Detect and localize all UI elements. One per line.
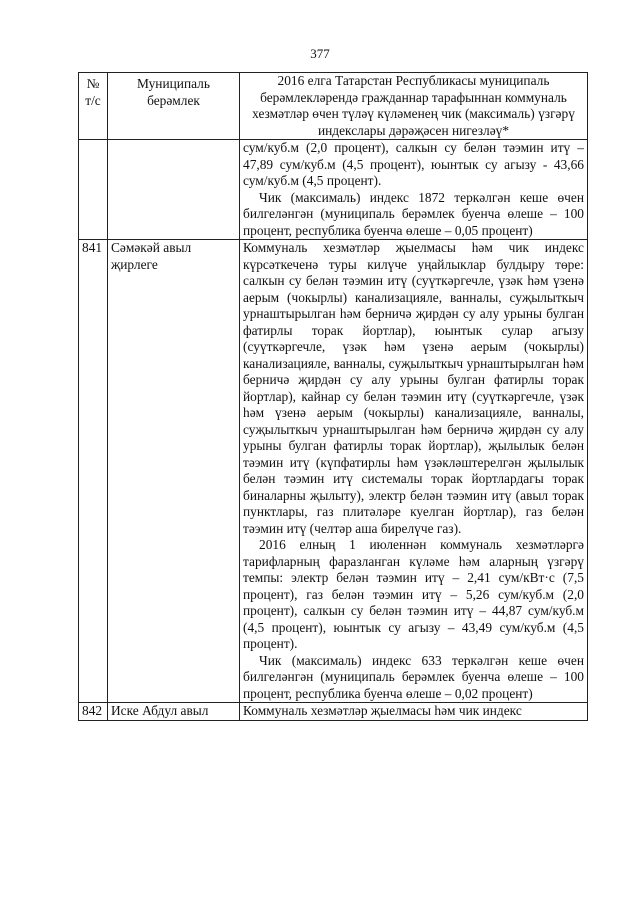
table-row [79,240,588,703]
table-row [79,140,588,240]
page-number: 377 [310,46,330,61]
row-description [240,140,588,240]
header-number [79,73,108,140]
row-description [240,240,588,703]
row-paragraph: 2016 елның 1 июленнән коммуналь хезмәтләргә тарифларның фаразланган күләме һәм аларның үзгәрү темпы: электр белән тәэмин итү – 2,41 сум/кВт·с (7,5 процент), газ белән тәэмин итү – 5,26 сум/куб.м (2,0 процент), салкын су белән тәэмин итү – 44,87 сум/куб.м (4,5 процент), юынтык су агызу – 43,49 сум/куб.м (4,5 процент). [243,537,584,651]
row-number: 841 [79,240,108,703]
row-paragraph: Чик (максималь) индекс 1872 теркәлгән кеше өчен билгеләнгән (муниципаль берәмлек буенча өлеше – 100 процент, республика буенча өлеше – 0,05 процент) [243,189,584,238]
table-row [79,703,588,721]
header-municipality: Муниципаль берәмлек [108,73,240,140]
row-number [79,140,108,240]
row-paragraph: сум/куб.м (2,0 процент), салкын су белән тәэмин итү – 47,89 сум/куб.м (4,5 процент), юынтык су агызу - 43,66 сум/куб.м (4,5 процент). [243,140,584,188]
row-paragraph: Коммуналь хезмәтләр җыелмасы һәм чик индекс [243,703,522,718]
row-municipality-name: Сәмәкәй авыл җирлеге [108,240,240,703]
header-number-abbr: т/с [85,92,101,108]
row-municipality-name [108,140,240,240]
row-paragraph: Чик (максималь) индекс 633 теркәлгән кеше өчен билгеләнгән (муниципаль берәмлек буенча өлеше – 100 процент, республика буенча өлеше – 0,02 процент) [243,652,584,701]
table-header-row [79,73,588,140]
tariff-index-table [78,72,588,721]
row-number: 842 [79,703,108,721]
header-index-description: 2016 елга Татарстан Республикасы муниципаль берәмлекләрендә гражданнар тарафыннан коммуналь хезмәтләр өчен түләү күләменең чик (максималь) үзгәрү индекслары дәрәҗәсен нигезләү* [240,73,588,140]
header-number-symbol: № [86,76,100,91]
row-paragraph: Коммуналь хезмәтләр җыелмасы һәм чик индекс күрсәткеченә туры килүче уңайлыклар булдыру төре: салкын су белән тәэмин итү (суүткәргечле, үзәк һәм үзенә аерым (чокырлы) канализацияле, ванналы, суҗылыткыч урнаштырылган һәм берничә җирдән су алу урыны булган фатирлы торак йортлар), юынтык сулар агызу (суүткәргечле, үзәк һәм үзенә аерым (чокырлы) канализацияле, ванналы, суҗылыткыч урнаштырылган һәм берничә җирдән су алу урыны булган фатирлы торак йортлар), кайнар су белән тәэмин итү (суүткәргечле, үзәк һәм үзенә аерым (чокырлы) канализацияле, ванналы, суҗылыткыч урнаштырылган һәм берничә җирдән су алу урыны булган фатирлы торак йортлар), җылылык белән тәэмин итү (күпфатирлы һәм үзәкләштерелгән җылылык белән тәэмин итү системалы торак йортлардагы торак биналарны җылыту), электр белән тәэмин итү (авыл торак пунктлары, газ плитәләре куелган йортлар), газ белән тәэмин итү (челтәр аша бирелүче газ). [243,240,584,536]
row-description [240,703,588,721]
row-municipality-name: Иске Абдул авыл [108,703,240,721]
